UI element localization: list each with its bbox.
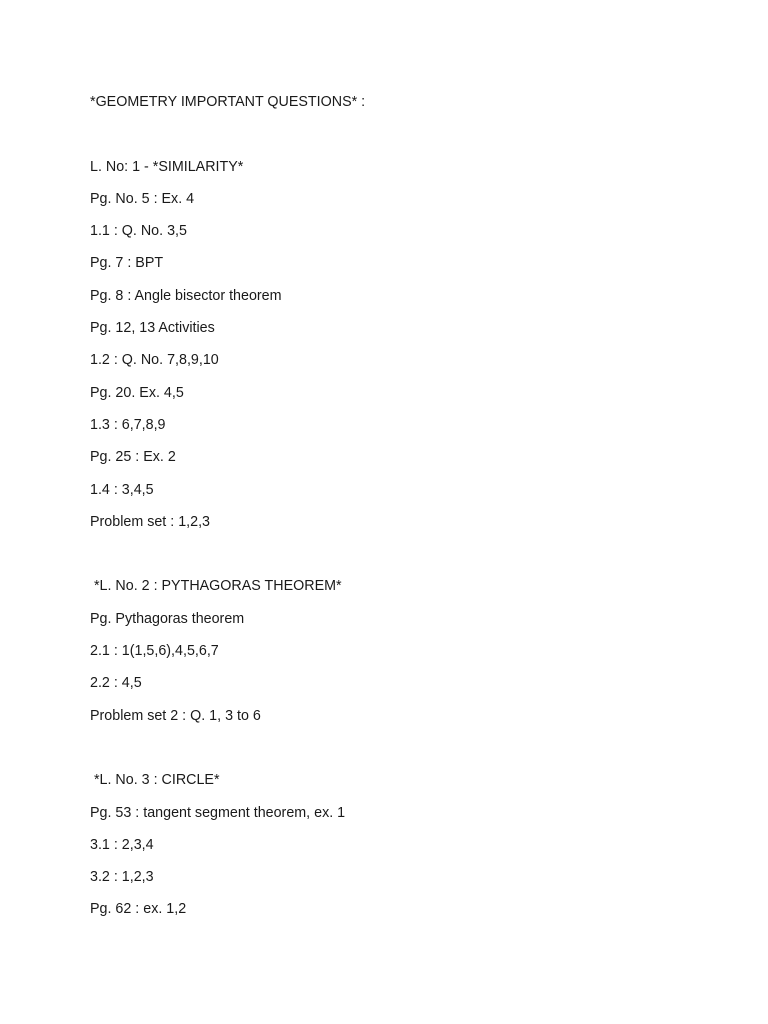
list-item: Pg. 62 : ex. 1,2 bbox=[90, 901, 187, 918]
list-item: Pg. 25 : Ex. 2 bbox=[90, 449, 176, 466]
spacer bbox=[90, 738, 730, 770]
list-item: Pg. 7 : BPT bbox=[90, 255, 164, 272]
section-heading-similarity: L. No: 1 - *SIMILARITY* bbox=[90, 158, 244, 175]
list-item: Pg. 53 : tangent segment theorem, ex. 1 bbox=[90, 804, 346, 821]
list-item: Problem set 2 : Q. 1, 3 to 6 bbox=[90, 707, 261, 724]
list-item: 1.3 : 6,7,8,9 bbox=[90, 416, 166, 433]
list-item: 2.1 : 1(1,5,6),4,5,6,7 bbox=[90, 643, 219, 660]
list-item: Problem set : 1,2,3 bbox=[90, 513, 210, 530]
list-item: Pg. No. 5 : Ex. 4 bbox=[90, 190, 195, 207]
list-item: Pg. 12, 13 Activities bbox=[90, 320, 215, 337]
list-item: 3.2 : 1,2,3 bbox=[90, 869, 154, 886]
list-item: Pg. Pythagoras theorem bbox=[90, 610, 245, 627]
list-item: 1.1 : Q. No. 3,5 bbox=[90, 223, 187, 240]
list-item: Pg. 8 : Angle bisector theorem bbox=[90, 287, 282, 304]
list-item: 3.1 : 2,3,4 bbox=[90, 836, 154, 853]
spacer bbox=[90, 124, 730, 156]
spacer bbox=[90, 544, 730, 576]
section-heading-pythagoras: *L. No. 2 : PYTHAGORAS THEOREM* bbox=[90, 578, 342, 595]
list-item: 2.2 : 4,5 bbox=[90, 675, 142, 692]
list-item: 1.4 : 3,4,5 bbox=[90, 481, 154, 498]
document-content bbox=[90, 92, 730, 932]
list-item: 1.2 : Q. No. 7,8,9,10 bbox=[90, 352, 219, 369]
list-item: Pg. 20. Ex. 4,5 bbox=[90, 384, 184, 401]
document-title: *GEOMETRY IMPORTANT QUESTIONS* : bbox=[90, 94, 366, 110]
section-heading-circle: *L. No. 3 : CIRCLE* bbox=[90, 772, 220, 789]
